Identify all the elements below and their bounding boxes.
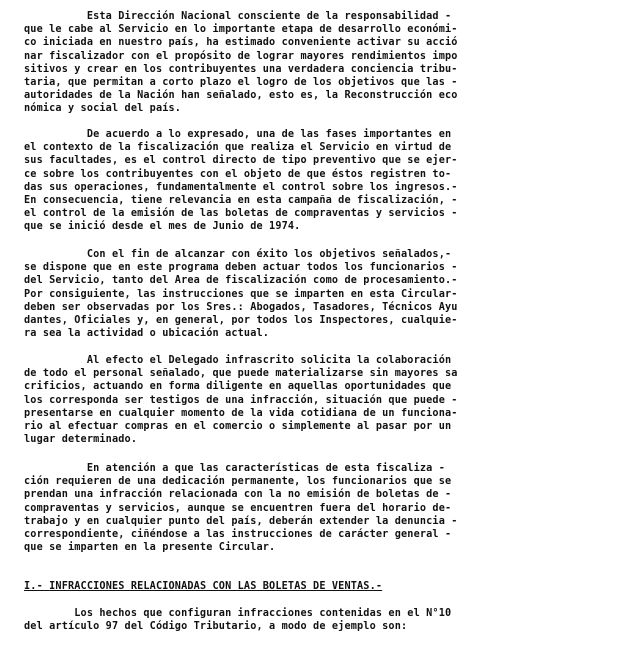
text-line: lugar determinado. — [24, 434, 138, 446]
text-line: prendan una infracción relacionada con la no emisión de boletas de - — [24, 489, 452, 501]
paragraph-3 — [24, 248, 610, 340]
text-line: presentarse en cualquier momento de la vida cotidiana de un funciona- — [24, 407, 458, 419]
text-line: correspondiente, ciñéndose a las instrucciones de carácter general - — [24, 529, 452, 541]
text-line: que le cabe al Servicio en lo importante etapa de desarrollo económi- — [24, 24, 458, 36]
text-line: Esta Dirección Nacional consciente de la responsabilidad - — [24, 11, 452, 22]
paragraph-closing — [24, 607, 610, 633]
text-line: de todo el personal señalado, que puede materializarse sin mayores sa — [24, 368, 458, 380]
text-line: los corresponda ser testigos de una infracción, situación que puede - — [24, 394, 458, 406]
text-line: crificios, actuando en forma diligente en aquellas oportunidades que — [24, 381, 452, 393]
text-line: rio al efectuar compras en el comercio o simplemente al pasar por un — [24, 421, 452, 433]
paragraph-5 — [24, 462, 610, 554]
text-line: se dispone que en este programa deben actuar todos los funcionarios - — [24, 262, 458, 274]
text-line: En atención a que las características de esta fiscaliza - — [24, 463, 445, 474]
text-line: dantes, Oficiales y, en general, por todos los Inspectores, cualquie- — [24, 315, 458, 327]
text-line: Por consiguiente, las instrucciones que se imparten en esta Circular- — [24, 288, 458, 300]
text-line: Al efecto el Delegado infrascrito solicita la colaboración — [24, 355, 452, 366]
text-line: el contexto de la fiscalización que realiza el Servicio en virtud de — [24, 142, 452, 154]
text-line: del artículo 97 del Código Tributario, a modo de ejemplo son: — [24, 621, 408, 633]
text-line: De acuerdo a lo expresado, una de las fases importantes en — [24, 129, 452, 140]
text-line: compraventas y servicios, aunque se encuentren fuera del horario de- — [24, 502, 452, 514]
text-line: taria, que permitan a corto plazo el logro de los objetivos que las - — [24, 77, 458, 89]
section-heading — [24, 580, 610, 593]
text-line: trabajo y en cualquier punto del país, deberán extender la denuncia - — [24, 515, 458, 527]
text-line: del Servicio, tanto del Area de fiscalización como de procesamiento.- — [24, 275, 458, 287]
text-line: nar fiscalizador con el propósito de lograr mayores rendimientos impo — [24, 50, 458, 62]
text-line: autoridades de la Nación han señalado, esto es, la Reconstrucción eco — [24, 90, 458, 102]
text-line: que se inició desde el mes de Junio de 1974. — [24, 221, 301, 233]
text-line: deben ser observadas por los Sres.: Abogados, Tasadores, Técnicos Ayu — [24, 301, 458, 313]
text-line: co iniciada en nuestro país, ha estimado conveniente activar su acció — [24, 37, 458, 49]
text-line: sitivos y crear en los contribuyentes una verdadera conciencia tribu- — [24, 63, 458, 75]
text-line: ción requieren de una dedicación permanente, los funcionarios que se — [24, 476, 452, 488]
text-line: nómica y social del país. — [24, 103, 182, 115]
text-line: ce sobre los contribuyentes con el objeto de que éstos registren to- — [24, 168, 452, 180]
text-line: sus facultades, es el control directo de tipo preventivo que se ejer- — [24, 155, 458, 167]
text-line: que se imparten en la presente Circular. — [24, 542, 276, 554]
paragraph-2 — [24, 128, 610, 234]
section-number: I.- — [24, 581, 50, 592]
paragraph-4 — [24, 354, 610, 446]
text-line: das sus operaciones, fundamentalmente el control sobre los ingresos.- — [24, 181, 458, 193]
section-title: INFRACCIONES RELACIONADAS CON LAS BOLETAS DE VENTAS.- — [49, 581, 383, 592]
text-line: Los hechos que configuran infracciones contenidas en el N°10 — [24, 608, 452, 619]
text-line: el control de la emisión de las boletas de compraventas y servicios - — [24, 208, 458, 220]
text-line: Con el fin de alcanzar con éxito los objetivos señalados,- — [24, 249, 452, 260]
paragraph-1 — [24, 10, 610, 116]
text-line: En consecuencia, tiene relevancia en esta campaña de fiscalización, - — [24, 195, 458, 207]
section-heading-line — [24, 580, 610, 593]
text-line: ra sea la actividad o ubicación actual. — [24, 328, 270, 340]
